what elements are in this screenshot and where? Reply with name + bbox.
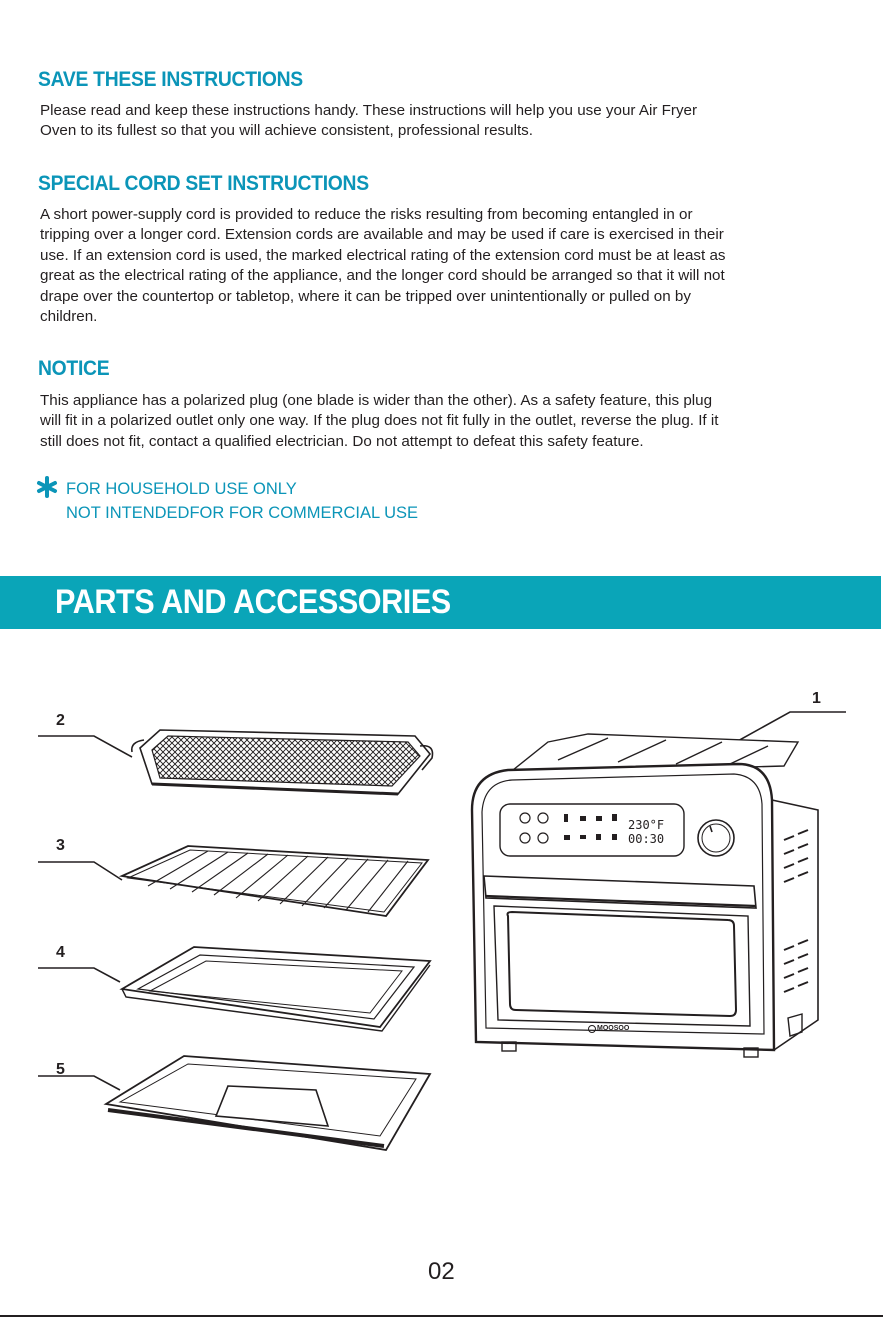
commercial-use-line: NOT INTENDEDFOR FOR COMMERCIAL USE — [66, 504, 419, 522]
cord-instructions-heading: SPECIAL CORD SET INSTRUCTIONS — [38, 172, 369, 195]
oven-brand-label: MOOSOO — [597, 1025, 630, 1032]
cord-line-6: children. — [40, 308, 98, 326]
callout-1: 1 — [812, 690, 821, 707]
notice-line-1: This appliance has a polarized plug (one blade is wider than the other). As a safety feature, this plug — [40, 392, 713, 409]
bottom-rule — [0, 1315, 883, 1317]
cord-line-5: drape over the countertop or tabletop, where it can be tripped over unintentionally or pulled on by — [40, 287, 691, 305]
save-line-1: Please read and keep these instructions handy. These instructions will help you use your Air Fryer — [40, 102, 698, 119]
save-line-2: Oven to its fullest so that you will achieve consistent, professional results. — [40, 122, 533, 140]
notice-line-3: still does not fit, contact a qualified electrician. Do not attempt to defeat this safety feature. — [40, 432, 644, 450]
air-fryer-oven-illustration — [468, 730, 820, 1082]
callout-2: 2 — [56, 712, 65, 729]
notice-line-2: will fit in a polarized outlet only one way. If the plug does not fit fully in the outlet, reverse the plug. If it — [40, 412, 719, 430]
baking-tray-illustration — [118, 945, 434, 1031]
save-instructions-heading: SAVE THESE INSTRUCTIONS — [38, 68, 303, 91]
callout-3: 3 — [56, 837, 65, 854]
oven-display-temp: 230°F — [628, 818, 665, 832]
parts-title: PARTS AND ACCESSORIES — [55, 583, 451, 621]
cord-line-3: use. If an extension cord is used, the marked electrical rating of the extension cord must be at least as — [40, 246, 726, 264]
household-use-line: FOR HOUSEHOLD USE ONLY — [66, 480, 297, 498]
callout-5: 5 — [56, 1061, 65, 1078]
air-fry-basket-illustration — [130, 722, 435, 802]
page-number: 02 — [428, 1258, 455, 1285]
notice-heading: NOTICE — [38, 357, 110, 380]
cord-line-2: tripping over a longer cord. Extension cords are available and may be used if care is exercised in their — [40, 226, 724, 244]
oven-display — [628, 818, 664, 846]
crumb-tray-illustration — [102, 1054, 434, 1152]
oven-display-time: 00:30 — [628, 832, 665, 846]
cord-line-4: great as the electrical rating of the appliance, and the longer cord should be arranged so that it will not — [40, 267, 725, 285]
callout-4: 4 — [56, 944, 65, 961]
cord-line-1: A short power-supply cord is provided to reduce the risks resulting from becoming entangled in or — [40, 206, 693, 223]
wire-rack-illustration — [118, 842, 434, 920]
